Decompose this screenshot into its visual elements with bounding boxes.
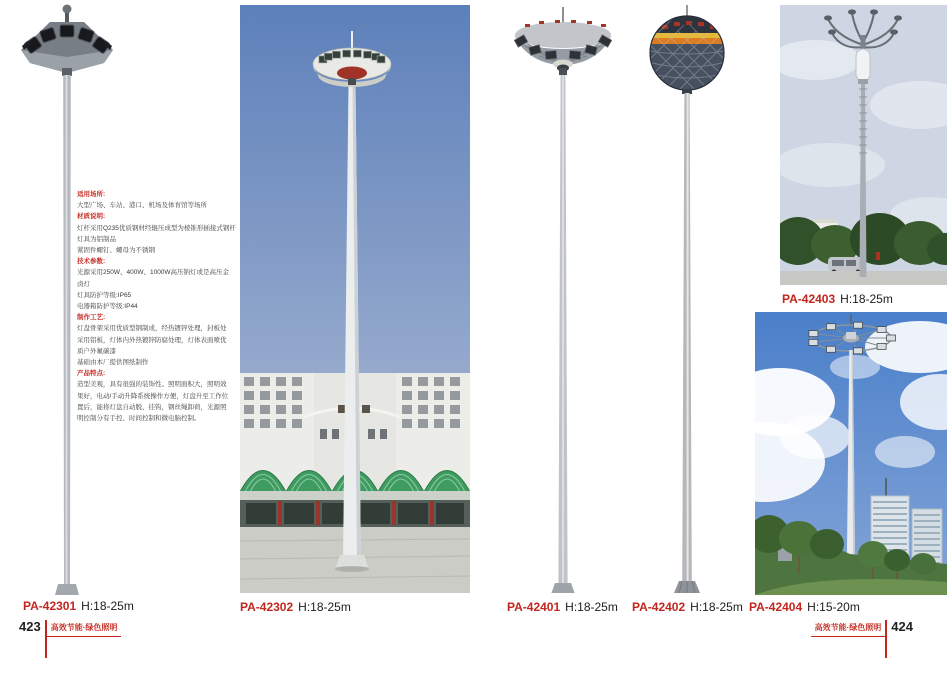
spec-heading: 适用场所: [77, 191, 106, 198]
spec-line: 灯具防护等级:IP65 [77, 291, 132, 299]
spec-line: 电器箱防护等级:IP44 [77, 303, 138, 311]
spec-line: 基础由本厂提供图纸制作 [77, 359, 149, 367]
spec-line: 大型广场、车站、港口、机场及体育馆等场所 [77, 202, 207, 210]
spec-line: 果好，电动/手动升降系统操作方便，灯盘升至工作位 [77, 392, 229, 400]
product-label-pa-42403 [782, 292, 893, 306]
product-photo-pa-42401 [505, 5, 620, 593]
spec-line: 紧固件螺钉、螺母为不锈钢 [77, 247, 155, 255]
floodlight-mast-photo [755, 312, 947, 595]
product-label-pa-42302 [240, 600, 351, 614]
spec-section [77, 256, 242, 312]
product-height: H:18-25m [81, 599, 134, 613]
decorative-pole-photo [780, 5, 947, 285]
spec-heading: 技术参数: [77, 258, 106, 266]
spec-line: 造型美观，具有很强的装饰性。照明面积大，照明效 [77, 381, 227, 389]
page-number-left: 423 [19, 619, 41, 634]
product-code: PA-42401 [507, 600, 561, 614]
spec-line: 明控制分有手控、时间控制和微电脑控制。 [77, 415, 201, 423]
spec-heading: 产品特点: [77, 370, 106, 378]
sphere-lamp [628, 14, 748, 97]
product-photo-pa-42403 [780, 5, 947, 285]
sphere-lamp-pole-illustration [628, 5, 748, 593]
footer-left [15, 620, 121, 658]
saucer-lamp [313, 48, 391, 87]
spec-line: 灯具为铝制品 [77, 235, 116, 243]
pole [674, 89, 700, 593]
page-number-right: 424 [891, 619, 913, 634]
product-code: PA-42302 [240, 600, 294, 614]
footer-slogan: 高效节能·绿色照明 [47, 620, 122, 637]
footer-right [811, 620, 917, 658]
saucer-underside [514, 20, 612, 75]
spec-section [77, 312, 242, 368]
product-label-pa-42404 [749, 600, 860, 614]
product-label-pa-42301 [23, 599, 134, 613]
spec-line: 置后，能将灯盘自动脱、挂钩，钢丝绳卸荷，光源照 [77, 403, 227, 411]
spec-heading: 制作工艺: [77, 314, 106, 322]
product-height: H:15-20m [807, 600, 860, 614]
spec-line: 灯盘骨架采用优质型钢制成，经热镀锌处理，封板处 [77, 325, 227, 333]
footer-slogan: 高效节能·绿色照明 [811, 620, 886, 637]
spec-line: 卤灯 [77, 280, 90, 288]
spec-section [77, 211, 242, 256]
pole [551, 75, 575, 593]
spec-section [77, 368, 242, 424]
lamp-head [21, 5, 113, 77]
spec-text-block [77, 189, 242, 424]
product-height: H:18-25m [298, 600, 351, 614]
spec-heading: 材质说明: [77, 213, 106, 221]
product-code: PA-42404 [749, 600, 803, 614]
product-height: H:18-25m [565, 600, 618, 614]
spec-line: 采用铝板，灯体内外热镀锌防腐处理，灯体表面喷优 [77, 336, 227, 344]
product-photo-pa-42404 [755, 312, 947, 595]
product-height: H:18-25m [690, 600, 743, 614]
product-code: PA-42403 [782, 292, 836, 306]
spec-line: 光源采用250W、400W、1000W高压钠灯或是高压金 [77, 269, 230, 277]
product-code: PA-42301 [23, 599, 77, 613]
product-photo-pa-42302 [240, 5, 470, 593]
spec-line: 灯杆采用Q235优质钢材经辊压成型为棱锥形插接式钢杆 [77, 224, 236, 232]
high-mast-pole-illustration [505, 5, 620, 593]
product-photo-pa-42402 [628, 5, 748, 593]
product-label-pa-42401 [507, 600, 618, 614]
spec-section [77, 189, 242, 211]
high-mast-plaza-photo [240, 5, 470, 593]
product-label-pa-42402 [632, 600, 743, 614]
product-code: PA-42402 [632, 600, 686, 614]
pole [55, 75, 79, 595]
spec-line: 质户外氟碳漆 [77, 347, 116, 355]
product-height: H:18-25m [840, 292, 893, 306]
